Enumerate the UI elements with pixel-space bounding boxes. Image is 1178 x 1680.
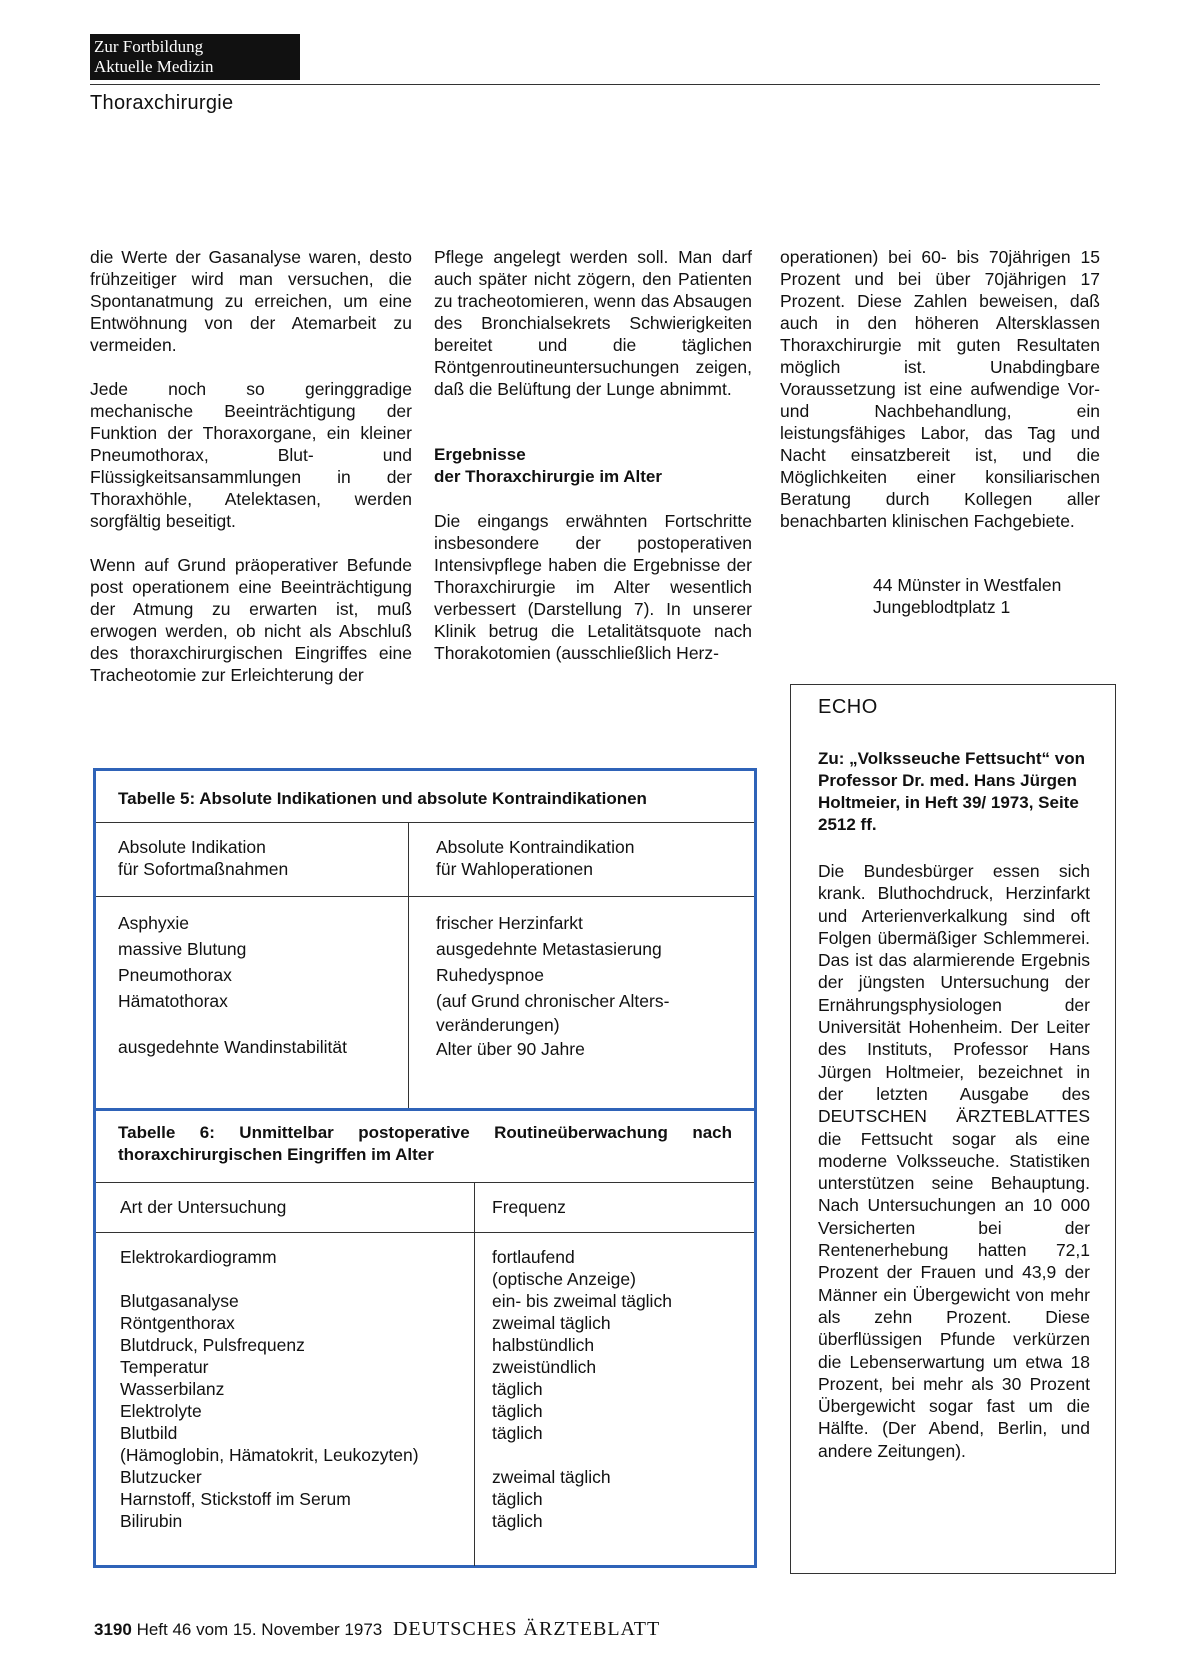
- table5-rule-2: [96, 896, 754, 897]
- header-rule: [90, 84, 1100, 85]
- table5-cell: [118, 1014, 347, 1036]
- table5-cell: Alter über 90 Jahre: [436, 1039, 585, 1059]
- table6-cell: täglich: [492, 1401, 543, 1421]
- table6-cell: Blutzucker: [120, 1467, 202, 1487]
- table6-cell: Harnstoff, Stickstoff im Serum: [120, 1489, 351, 1509]
- table6-col2-body: [492, 1246, 672, 1532]
- section-title: Thoraxchirurgie: [90, 92, 234, 114]
- table5-header-col2-line2: für Wahloperationen: [436, 859, 593, 879]
- table6-title: Tabelle 6: Unmittelbar postoperative Routineüberwachung nach thoraxchirurgischen Eingriffen im Alter: [118, 1123, 732, 1164]
- table6-cell: [120, 1268, 419, 1290]
- table5-cell: Hämatothorax: [118, 991, 228, 1011]
- table5-cell: ausgedehnte Metastasierung: [436, 939, 662, 959]
- column-1: [90, 246, 412, 708]
- table6-cell: täglich: [492, 1423, 543, 1443]
- rubric-box: [90, 34, 300, 80]
- echo-body: Die Bundesbürger essen sich krank. Bluthochdruck, Herzinfarkt und Arterienverkalkung sind oft Folgen übermäßiger Schlemmerei. Das ist das alarmierende Ergebnis der jüngsten Untersuchung der Ernährungsphysiologen der Universität Hohenheim. Der Leiter des Instituts, Professor Hans Jürgen Holtmeier, bezeichnet in der letzten Ausgabe des DEUTSCHEN ÄRZTEBLATTES die Fettsucht sogar als eine moderne Volksseuche. Statistiken unterstützen seine Behauptung. Nach Untersuchungen an 10 000 Versicherten bei der Rentenerhebung hatten 72,1 Prozent der Frauen und 43,9 der Männer ein Übergewicht von mehr als zehn Prozent. Diese überflüssigen Pfunde verkürzen die Lebenserwartung um etwa 18 Prozent, bei mehr als 30 Prozent Übergewicht sogar fast um die Hälfte. (Der Abend, Berlin, und andere Zeitungen).: [818, 861, 1090, 1461]
- table5-cell: frischer Herzinfarkt: [436, 913, 583, 933]
- col2-paragraph-1: Pflege angelegt werden soll. Man darf auch später nicht zögern, den Patienten zu tracheotomieren, wenn das Absaugen des Bronchialsekrets Schwierigkeiten bereitet und die täglichen Röntgenroutineuntersuchungen zeigen, daß die Belüftung der Lunge abnimmt.: [434, 247, 752, 399]
- table5-cell: massive Blutung: [118, 939, 247, 959]
- table6-cell: Blutdruck, Pulsfrequenz: [120, 1335, 305, 1355]
- issue-info: Heft 46 vom 15. November 1973: [136, 1620, 383, 1639]
- col2-heading-line-1: Ergebnisse: [434, 445, 526, 464]
- table5-header-col1-line1: Absolute Indikation: [118, 837, 266, 857]
- table6-cell: Blutgasanalyse: [120, 1291, 239, 1311]
- table5-cell: veränderungen): [436, 1015, 560, 1035]
- address-line-2: Jungeblodtplatz 1: [873, 597, 1011, 617]
- table6-rule-2: [96, 1232, 754, 1233]
- table5-title: Tabelle 5: Absolute Indikationen und absolute Kontraindikationen: [118, 789, 647, 808]
- echo-heading: Zu: „Volksseuche Fettsucht“ von Professor Dr. med. Hans Jürgen Holtmeier, in Heft 39/ 1973, Seite 2512 ff.: [818, 749, 1086, 834]
- table-separator: [93, 1108, 757, 1111]
- table6-cell: Röntgenthorax: [120, 1313, 235, 1333]
- table6-cell: [492, 1444, 672, 1466]
- table6-cell: Temperatur: [120, 1357, 209, 1377]
- echo-title: ECHO: [818, 696, 878, 718]
- col1-paragraph-3: Wenn auf Grund präoperativer Befunde post operationem eine Beeinträchtigung der Atmung zu erwarten ist, muß erwogen werden, ob nicht als Abschluß des thoraxchirurgischen Eingriffes eine Tracheotomie zur Erleichterung der: [90, 555, 412, 685]
- col2-paragraph-2: Die eingangs erwähnten Fortschritte insbesondere der postoperativen Intensivpflege haben die Ergebnisse der Thoraxchirurgie im Alter wesentlich verbessert (Darstellung 7). In unserer Klinik betrug die Letalitätsquote nach Thorakotomien (ausschließlich Herz-: [434, 511, 752, 663]
- table5-header-col2: [436, 836, 634, 880]
- table6-cell: täglich: [492, 1379, 543, 1399]
- table5-header-col1-line2: für Sofortmaßnahmen: [118, 859, 289, 879]
- table5-cell: Ruhedyspnoe: [436, 965, 544, 985]
- table6-cell: zweistündlich: [492, 1357, 597, 1377]
- table5-cell: ausgedehnte Wandinstabilität: [118, 1037, 347, 1057]
- page-footer: [94, 1618, 660, 1641]
- table6-cell: ein- bis zweimal täglich: [492, 1291, 672, 1311]
- table5-col2-body: [436, 910, 669, 1062]
- author-address: [873, 574, 1061, 618]
- col3-paragraph-1: operationen) bei 60- bis 70jährigen 15 Prozent und bei über 70jährigen 17 Prozent. Diese Zahlen beweisen, daß auch in den höheren Altersklassen Thoraxchirurgie mit guten Resultaten möglich ist. Unabdingbare Voraussetzung ist eine aufwendige Vor- und Nachbehandlung, ein leistungsfähiges Labor, das Tag und Nacht einsatzbereit ist, und die Möglichkeiten einer konsiliarischen Beratung durch Kollegen aller benachbarten klinischen Fachgebiete.: [780, 247, 1100, 531]
- table6-cell: Blutbild: [120, 1423, 178, 1443]
- column-2: [434, 246, 752, 686]
- table5-cell: Asphyxie: [118, 913, 190, 933]
- table6-cell: Elektrokardiogramm: [120, 1247, 277, 1267]
- column-3: [780, 246, 1100, 554]
- col1-paragraph-1: die Werte der Gasanalyse waren, desto frühzeitiger wird man versuchen, die Spontanatmung zu erreichen, um eine Entwöhnung von der Atemarbeit zu vermeiden.: [90, 247, 412, 355]
- rubric-line-2: Aktuelle Medizin: [94, 57, 214, 76]
- table5-header-col1: [118, 836, 288, 880]
- table6-cell: zweimal täglich: [492, 1313, 611, 1333]
- table6-col1-body: [120, 1246, 419, 1532]
- table6-cell: täglich: [492, 1489, 543, 1509]
- table6-cell: Bilirubin: [120, 1511, 183, 1531]
- table5-cell: (auf Grund chronischer Alters-: [436, 991, 670, 1011]
- col1-paragraph-2: Jede noch so geringgradige mechanische Beeinträchtigung der Funktion der Thoraxorgane, ein kleiner Pneumothorax, Blut- und Flüssigkeitsansammlungen in der Thoraxhöhle, Atelektasen, werden sorgfältig beseitigt.: [90, 379, 412, 531]
- address-line-1: 44 Münster in Westfalen: [873, 575, 1062, 595]
- table6-cell: (optische Anzeige): [492, 1269, 636, 1289]
- table5-col1-body: [118, 910, 347, 1058]
- table6-header-col1: Art der Untersuchung: [120, 1197, 287, 1217]
- col2-heading-line-2: der Thoraxchirurgie im Alter: [434, 467, 662, 486]
- table5-column-divider: [408, 822, 409, 1108]
- table6-cell: (Hämoglobin, Hämatokrit, Leukozyten): [120, 1445, 419, 1465]
- table6-column-divider: [474, 1182, 475, 1566]
- table6-cell: zweimal täglich: [492, 1467, 611, 1487]
- table6-cell: halbstündlich: [492, 1335, 595, 1355]
- page-number: 3190: [94, 1620, 132, 1639]
- table6-cell: Wasserbilanz: [120, 1379, 225, 1399]
- table6-cell: täglich: [492, 1511, 543, 1531]
- magazine-name: DEUTSCHES ÄRZTEBLATT: [392, 1618, 661, 1640]
- table6-header-col2: Frequenz: [492, 1197, 566, 1217]
- table6-rule-1: [96, 1182, 754, 1183]
- table6-cell: Elektrolyte: [120, 1401, 202, 1421]
- table5-cell: Pneumothorax: [118, 965, 232, 985]
- rubric-line-1: Zur Fortbildung: [94, 37, 204, 56]
- table5-rule-1: [96, 822, 754, 823]
- table6-cell: fortlaufend: [492, 1247, 575, 1267]
- table5-header-col2-line1: Absolute Kontraindikation: [436, 837, 635, 857]
